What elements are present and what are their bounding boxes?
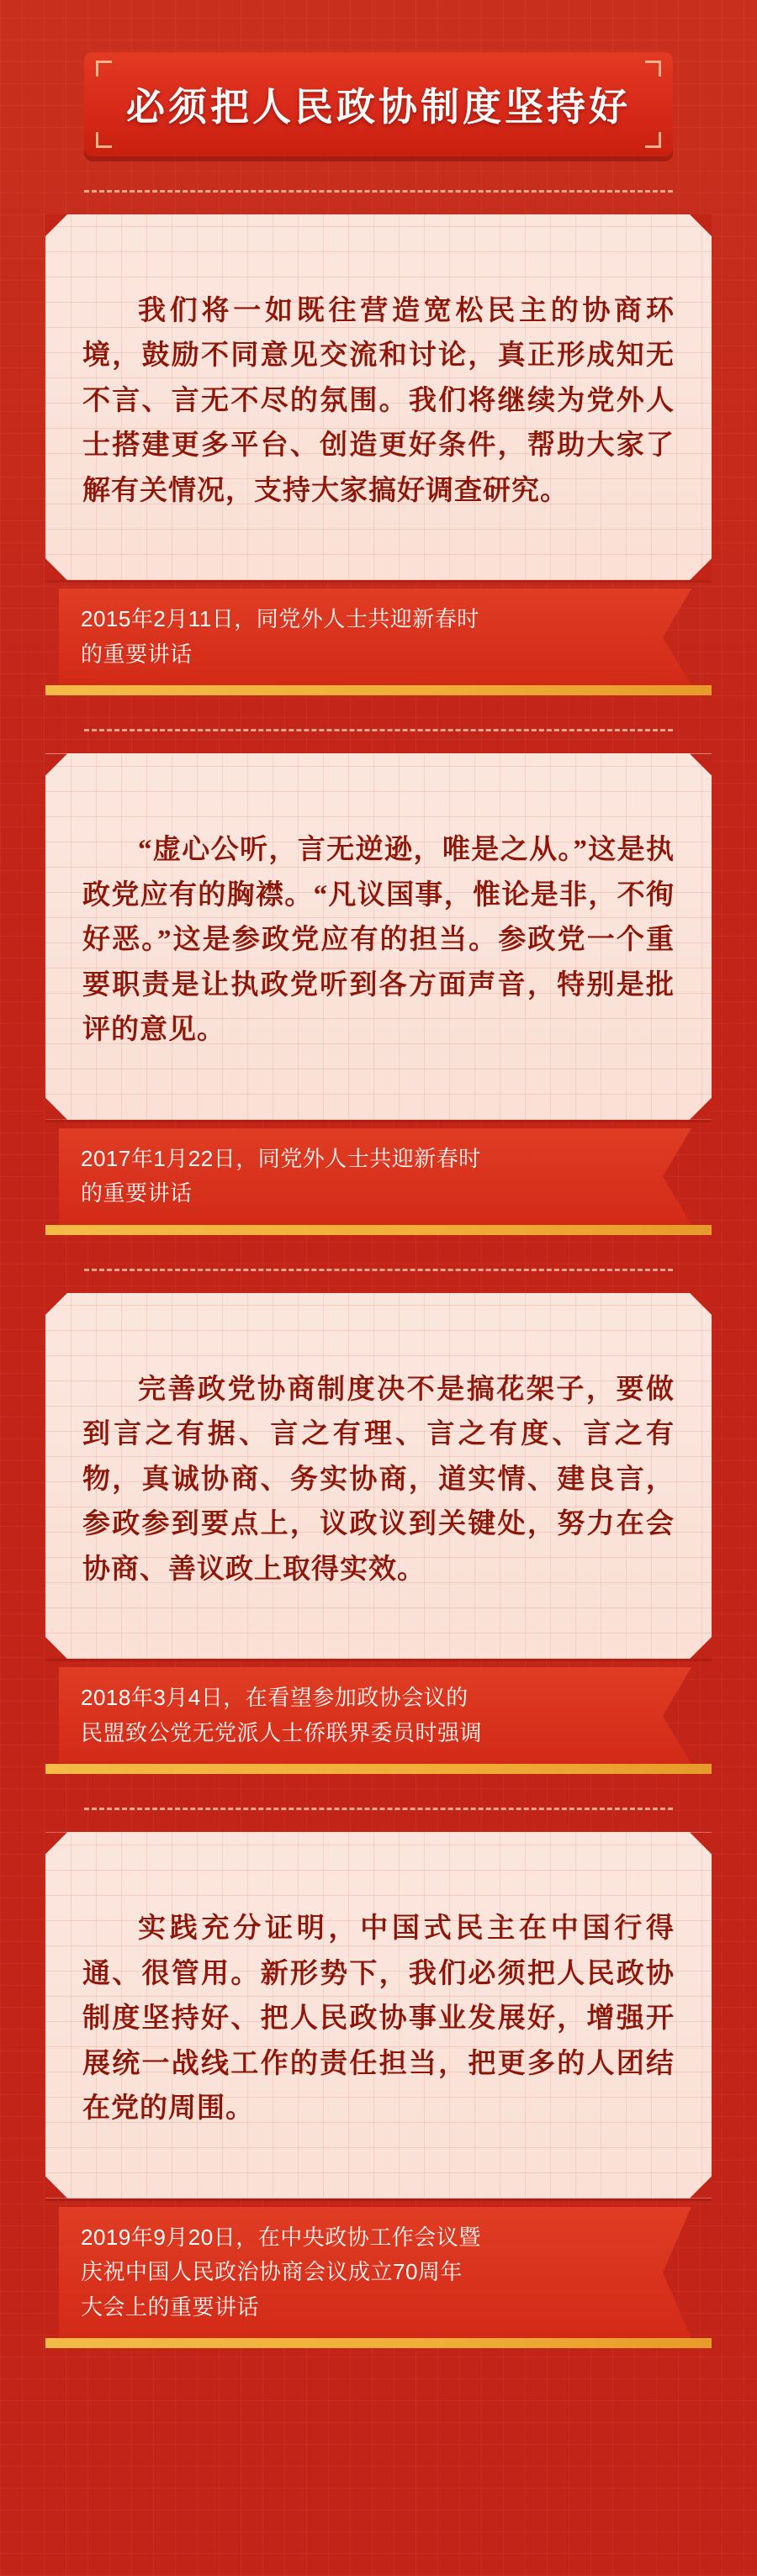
source-ribbon — [59, 1128, 663, 1225]
notch-bottom-left-icon — [45, 2177, 67, 2199]
quote-text: 实践充分证明，中国式民主在中国行得通、很管用。新形势下，我们必须把人民政协制度坚持好、把人民政协事业发展好，增强开展统一战线工作的责任担当，把更多的人团结在党的周围。 — [82, 1914, 675, 2125]
source-line: 民盟致公党无党派人士侨联界委员时强调 — [81, 1719, 483, 1745]
notch-top-left-icon — [45, 1832, 67, 1854]
quote-block-1 — [0, 214, 757, 695]
source-ribbon — [59, 589, 663, 685]
quote-block-4 — [0, 1832, 757, 2348]
corner-tick-bottom-right-icon — [645, 132, 661, 148]
notch-bottom-left-icon — [45, 558, 67, 580]
quote-card — [45, 214, 712, 580]
quote-card — [45, 753, 712, 1119]
notch-top-right-icon — [690, 1293, 712, 1315]
source-line: 庆祝中国人民政治协商会议成立70周年 — [81, 2259, 463, 2285]
corner-tick-bottom-left-icon — [96, 132, 112, 148]
dashed-separator-3 — [84, 1269, 673, 1271]
quote-text: “虚心公听，言无逆逊，唯是之从。”这是执政党应有的胸襟。“凡议国事，惟论是非，不徇好恶。”这是参政党应有的担当。参政党一个重要职责是让执政党听到各方面声音，特别是批评的意见。 — [82, 835, 675, 1046]
source-ribbon-wrap — [45, 589, 712, 685]
notch-top-right-icon — [690, 214, 712, 236]
dashed-separator-1 — [84, 190, 673, 193]
source-line: 的重要讲话 — [81, 641, 193, 667]
source-line: 2019年9月20日，在中央政协工作会议暨 — [81, 2224, 481, 2250]
notch-top-right-icon — [690, 1832, 712, 1854]
notch-bottom-left-icon — [45, 1637, 67, 1659]
source-line: 2018年3月4日，在看望参加政协会议的 — [81, 1685, 468, 1711]
corner-tick-top-right-icon — [645, 61, 661, 77]
dashed-separator-4 — [84, 1808, 673, 1810]
notch-top-left-icon — [45, 1293, 67, 1315]
title-banner — [84, 52, 673, 156]
notch-bottom-right-icon — [690, 1098, 712, 1120]
source-line: 大会上的重要讲话 — [81, 2294, 260, 2320]
notch-top-left-icon — [45, 214, 67, 236]
quote-card — [45, 1832, 712, 2198]
quote-block-2 — [0, 753, 757, 1234]
notch-bottom-right-icon — [690, 1637, 712, 1659]
notch-bottom-left-icon — [45, 1098, 67, 1120]
quote-text: 我们将一如既往营造宽松民主的协商环境，鼓励不同意见交流和讨论，真正形成知无不言、言无不尽的氛围。我们将继续为党外人士搭建更多平台、创造更好条件，帮助大家了解有关情况，支持大家搞好调查研究。 — [82, 296, 675, 506]
notch-top-left-icon — [45, 753, 67, 775]
accent-bar — [45, 685, 712, 695]
source-ribbon-wrap — [45, 1667, 712, 1764]
quote-block-3 — [0, 1293, 757, 1774]
title-banner-wrap — [59, 52, 698, 156]
dashed-separator-2 — [84, 729, 673, 731]
page-title: 必须把人民政协制度坚持好 — [126, 86, 631, 129]
quote-text: 完善政党协商制度决不是搞花架子，要做到言之有据、言之有理、言之有度、言之有物，真诚协商、务实协商，道实情、建良言，参政参到要点上，议政议到关键处，努力在会协商、善议政上取得实效。 — [82, 1374, 675, 1585]
source-ribbon-wrap — [45, 1128, 712, 1225]
corner-tick-top-left-icon — [96, 61, 112, 77]
source-ribbon-wrap — [45, 2207, 712, 2339]
source-line: 的重要讲话 — [81, 1180, 193, 1206]
accent-bar — [45, 1764, 712, 1774]
notch-top-right-icon — [690, 753, 712, 775]
notch-bottom-right-icon — [690, 558, 712, 580]
source-line: 2017年1月22日，同党外人士共迎新春时 — [81, 1145, 481, 1171]
source-ribbon — [59, 1667, 663, 1764]
source-ribbon — [59, 2207, 663, 2339]
quote-card — [45, 1293, 712, 1659]
source-line: 2015年2月11日，同党外人士共迎新春时 — [81, 606, 479, 632]
accent-bar — [45, 2338, 712, 2348]
accent-bar — [45, 1225, 712, 1235]
notch-bottom-right-icon — [690, 2177, 712, 2199]
